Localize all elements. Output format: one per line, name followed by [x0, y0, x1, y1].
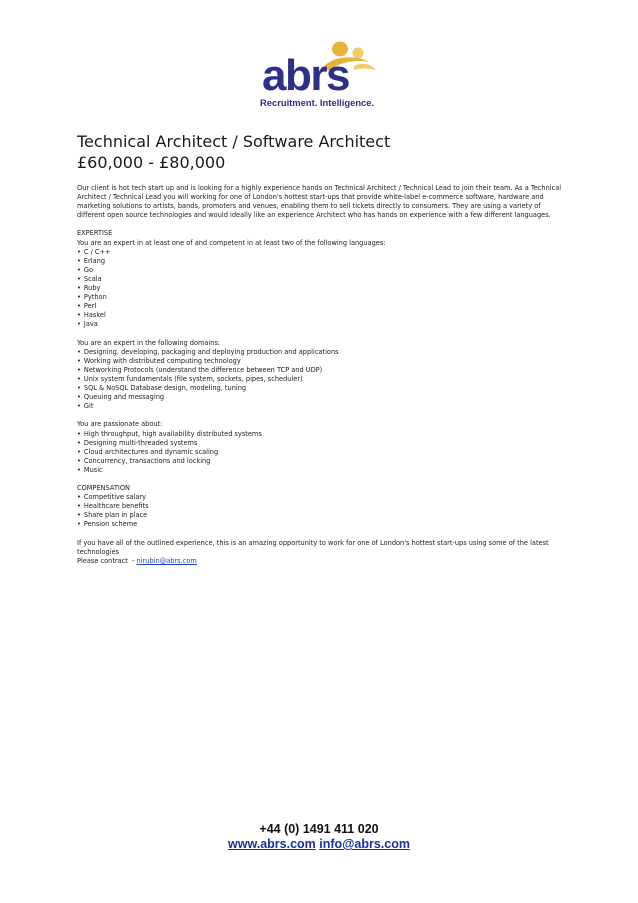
- languages-list: [77, 248, 569, 330]
- language-item-text: Scala: [83, 274, 102, 283]
- language-item: [77, 284, 569, 293]
- passion-item: [77, 430, 569, 439]
- compensation-item-text: Competitive salary: [83, 493, 147, 502]
- domain-item-text: Networking Protocols (understand the difference between TCP and UDP): [83, 365, 323, 374]
- bullet-icon: •: [77, 429, 81, 438]
- bullet-icon: •: [77, 247, 81, 256]
- contact-email-link[interactable]: nirubin@abrs.com: [136, 556, 197, 565]
- logo-figure-arc-light: [354, 64, 376, 70]
- bullet-icon: •: [77, 502, 81, 511]
- bullet-icon: •: [77, 402, 81, 411]
- compensation-item: [77, 511, 569, 520]
- logo-wordmark: abrs: [262, 51, 349, 100]
- passion-item: [77, 457, 569, 466]
- domain-item: [77, 366, 569, 375]
- language-item-text: Haskel: [83, 311, 106, 320]
- spacer: [77, 330, 569, 339]
- passion-item-text: Cloud architectures and dynamic scaling: [83, 447, 219, 456]
- footer-links: [0, 837, 638, 852]
- footer-phone: +44 (0) 1491 411 020: [259, 822, 379, 836]
- bullet-icon: •: [77, 256, 81, 265]
- bullet-icon: •: [77, 320, 81, 329]
- bullet-icon: •: [77, 311, 81, 320]
- domain-item-text: Designing, developing, packaging and deploying production and applications: [83, 347, 339, 356]
- passion-item: [77, 466, 569, 475]
- bullet-icon: •: [77, 438, 81, 447]
- bullet-icon: •: [77, 347, 81, 356]
- domain-item: [77, 348, 569, 357]
- job-salary: £60,000 - £80,000: [77, 153, 226, 172]
- passion-item-text: Music: [83, 465, 103, 474]
- language-item: [77, 293, 569, 302]
- logo-tagline: Recruitment. Intelligence.: [260, 97, 375, 108]
- domain-item-text: Unix system fundamentals (file system, sockets, pipes, scheduler): [83, 374, 303, 383]
- language-item-text: Python: [83, 293, 107, 302]
- closing-text: If you have all of the outlined experience, this is an amazing opportunity to work for one of London's hottest start-ups using some of the latest technologies: [77, 538, 549, 556]
- language-item: [77, 275, 569, 284]
- language-item: [77, 302, 569, 311]
- language-item: [77, 257, 569, 266]
- language-item: [77, 320, 569, 329]
- footer-website-link[interactable]: www.abrs.com: [228, 837, 316, 851]
- domain-item-text: SQL & NoSQL Database design, modeling, tuning: [83, 384, 247, 393]
- domain-item: [77, 384, 569, 393]
- domain-item: [77, 402, 569, 411]
- bullet-icon: •: [77, 493, 81, 502]
- passion-intro: You are passionate about:: [77, 420, 163, 429]
- compensation-item-text: Share plan in place: [83, 511, 148, 520]
- bullet-icon: •: [77, 293, 81, 302]
- compensation-list: [77, 493, 569, 529]
- spacer: [77, 475, 569, 484]
- language-item-text: Go: [83, 265, 94, 274]
- compensation-item: [77, 493, 569, 502]
- passion-item: [77, 439, 569, 448]
- domain-item-text: Working with distributed computing technology: [83, 356, 241, 365]
- language-item-text: C / C++: [83, 247, 111, 256]
- domains-list: [77, 348, 569, 412]
- bullet-icon: •: [77, 465, 81, 474]
- bullet-icon: •: [77, 447, 81, 456]
- language-item: [77, 311, 569, 320]
- bullet-icon: •: [77, 393, 81, 402]
- language-item-text: Perl: [83, 302, 97, 311]
- contact-prefix: Please contract -: [77, 556, 137, 565]
- bullet-icon: •: [77, 265, 81, 274]
- bullet-icon: •: [77, 374, 81, 383]
- passion-item-text: Concurrency, transactions and locking: [83, 456, 211, 465]
- domain-item-text: Queuing and messaging: [83, 393, 165, 402]
- domain-item: [77, 393, 569, 402]
- bullet-icon: •: [77, 284, 81, 293]
- language-item: [77, 248, 569, 257]
- passion-item-text: Designing multi-threaded systems: [83, 438, 198, 447]
- job-intro: Our client is hot tech start up and is looking for a highly experience hands on Technical Architect / Technical Lead to join their team. As a Technical Architect / Technical Lead you will working for one of London's hottest start-ups that provide white-label e-commerce software, hardware and marketing solutions to artists, bands, promoters and venues, enabling them to sell tickets directly to consumers. They are using a variety of different open source technologies and would ideally like an experience Architect who has hands on experience with a few different languages.: [77, 184, 562, 220]
- compensation-heading: COMPENSATION: [77, 484, 130, 493]
- language-item: [77, 266, 569, 275]
- passion-item: [77, 448, 569, 457]
- contact-line: [77, 557, 569, 566]
- expertise-heading: EXPERTISE: [77, 229, 113, 238]
- footer-email-link[interactable]: info@abrs.com: [319, 837, 410, 851]
- footer: [0, 822, 638, 852]
- bullet-icon: •: [77, 302, 81, 311]
- bullet-icon: •: [77, 384, 81, 393]
- abrs-logo: [258, 40, 388, 110]
- job-header: [77, 131, 567, 173]
- bullet-icon: •: [77, 511, 81, 520]
- spacer: [77, 411, 569, 420]
- job-description: [77, 184, 569, 566]
- compensation-item: [77, 502, 569, 511]
- domains-intro: You are an expert in the following domains:: [77, 338, 221, 347]
- spacer: [77, 220, 569, 229]
- domain-item: [77, 357, 569, 366]
- language-item-text: Erlang: [83, 256, 106, 265]
- domain-item-text: Git: [83, 402, 94, 411]
- passions-list: [77, 430, 569, 475]
- domain-item: [77, 375, 569, 384]
- logo-figure-head-small: [353, 48, 364, 59]
- languages-intro: You are an expert in at least one of and competent in at least two of the following languages:: [77, 238, 386, 247]
- bullet-icon: •: [77, 356, 81, 365]
- bullet-icon: •: [77, 520, 81, 529]
- bullet-icon: •: [77, 274, 81, 283]
- bullet-icon: •: [77, 456, 81, 465]
- passion-item-text: High throughput, high availability distributed systems: [83, 429, 262, 438]
- compensation-item-text: Pension scheme: [83, 520, 138, 529]
- compensation-item: [77, 520, 569, 529]
- language-item-text: Ruby: [83, 284, 101, 293]
- compensation-item-text: Healthcare benefits: [83, 502, 149, 511]
- bullet-icon: •: [77, 365, 81, 374]
- job-title: Technical Architect / Software Architect: [77, 132, 391, 151]
- spacer: [77, 530, 569, 539]
- language-item-text: Java: [83, 320, 98, 329]
